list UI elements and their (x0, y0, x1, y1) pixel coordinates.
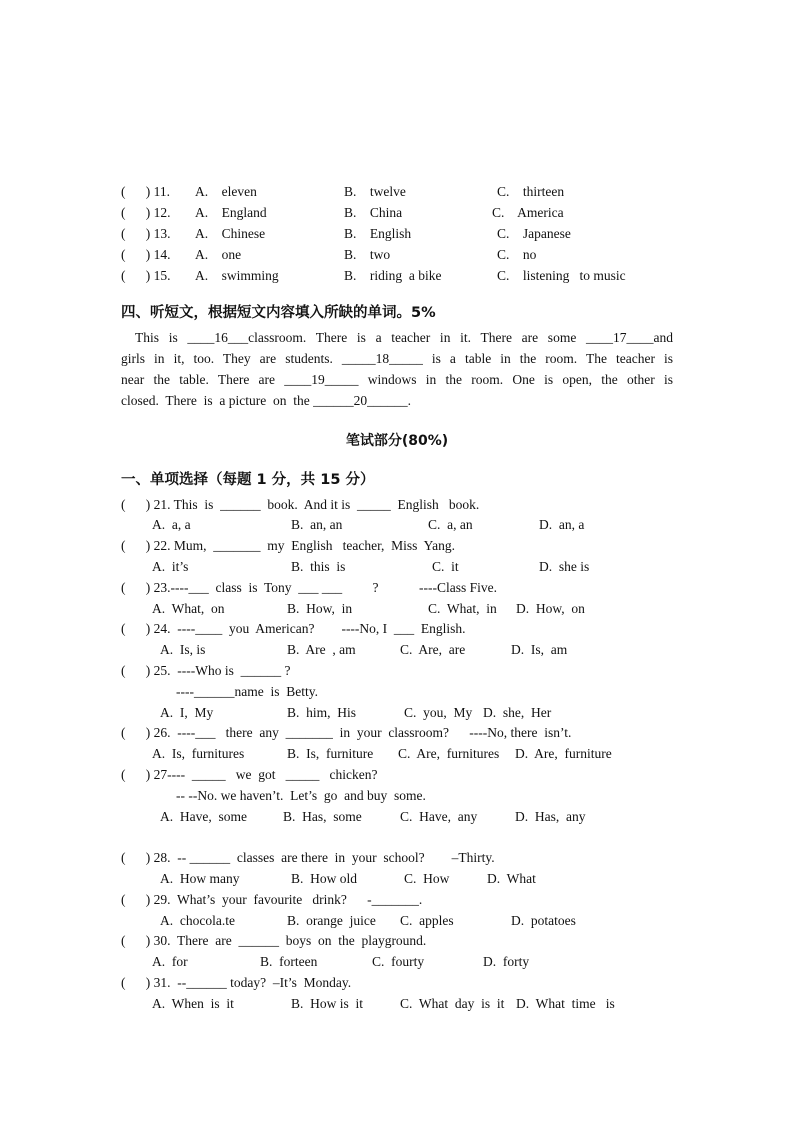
option-c: C. thirteen (497, 184, 565, 199)
question-stem: ( ) 28. -- ______ classes are there in your school? –Thirty. (121, 850, 495, 865)
option-b: B. forteen (260, 954, 318, 969)
option-a: A. Is, is (160, 642, 206, 657)
option-b: B. riding a bike (344, 268, 442, 283)
option-a: A. a, a (152, 517, 191, 532)
option-a: A. one (195, 247, 242, 262)
option-c: C. America (492, 205, 564, 220)
option-a: A. England (195, 205, 267, 220)
option-c: C. Are, are (400, 642, 466, 657)
option-c: C. How (404, 871, 450, 886)
option-c: C. Have, any (400, 809, 478, 824)
question-stem: ( ) 25. ----Who is ______ ? (121, 663, 291, 678)
option-b: B. an, an (291, 517, 343, 532)
question-number: ( ) 13. (121, 226, 171, 241)
option-c: C. apples (400, 913, 454, 928)
option-b: B. How old (291, 871, 358, 886)
option-d: D. What (487, 871, 536, 886)
option-a: A. I, My (160, 705, 214, 720)
section4-heading: 四、听短文，根据短文内容填入所缺的单词。5% (121, 305, 436, 321)
option-d: D. potatoes (511, 913, 576, 928)
passage-line: girls in it, too. They are students. _____18_____ is a table in the room. The teacher is (121, 351, 673, 366)
option-c: C. a, an (428, 517, 473, 532)
option-a: A. How many (160, 871, 240, 886)
option-d: D. How, on (516, 601, 585, 616)
question-stem: ( ) 29. What’s your favourite drink? -_______. (121, 892, 423, 907)
option-b: B. China (344, 205, 403, 220)
option-c: C. listening to music (497, 268, 626, 283)
question-stem: ( ) 22. Mum, _______ my English teacher, Miss Yang. (121, 538, 455, 553)
option-c: C. What, in (428, 601, 497, 616)
option-b: B. Is, furniture (287, 746, 374, 761)
option-a: A. chocola.te (160, 913, 235, 928)
question-stem: ( ) 31. --______ today? –It’s Monday. (121, 975, 352, 990)
option-d: D. What time is (516, 996, 615, 1011)
question-number: ( ) 14. (121, 247, 171, 262)
option-a: A. Have, some (160, 809, 247, 824)
option-d: D. an, a (539, 517, 585, 532)
option-a: A. eleven (195, 184, 257, 199)
option-a: A. it’s (152, 559, 189, 574)
option-b: B. him, His (287, 705, 357, 720)
option-b: B. How, in (287, 601, 353, 616)
option-d: D. Is, am (511, 642, 568, 657)
option-a: A. swimming (195, 268, 279, 283)
written-part-title: 笔试部分(80%) (345, 433, 449, 449)
question-number: ( ) 11. (121, 184, 170, 199)
passage-line: This is ____16___classroom. There is a teacher in it. There are some ____17____and (135, 330, 673, 345)
option-b: B. English (344, 226, 412, 241)
option-a: A. Is, furnitures (152, 746, 245, 761)
option-a: A. Chinese (195, 226, 266, 241)
option-d: D. she is (539, 559, 590, 574)
option-b: B. Has, some (283, 809, 362, 824)
question-stem: ( ) 26. ----___ there any _______ in your classroom? ----No, there isn’t. (121, 725, 572, 740)
question-stem: ( ) 30. There are ______ boys on the playground. (121, 933, 427, 948)
passage-line: closed. There is a picture on the ______20______. (121, 393, 411, 408)
option-c: C. fourty (372, 954, 425, 969)
question-stem: ( ) 21. This is ______ book. And it is _____ English book. (121, 497, 480, 512)
option-b: B. twelve (344, 184, 406, 199)
option-a: A. What, on (152, 601, 225, 616)
option-d: D. Are, furniture (515, 746, 612, 761)
question-stem: ( ) 24. ----____ you American? ----No, I ___ English. (121, 621, 466, 636)
option-c: C. you, My (404, 705, 473, 720)
option-a: A. for (152, 954, 188, 969)
question-subline: ----______name is Betty. (176, 684, 318, 699)
option-c: C. Are, furnitures (398, 746, 500, 761)
question-number: ( ) 15. (121, 268, 171, 283)
option-d: D. she, Her (483, 705, 552, 720)
option-d: D. Has, any (515, 809, 586, 824)
option-c: C. Japanese (497, 226, 571, 241)
option-b: B. How is it (291, 996, 364, 1011)
option-a: A. When is it (152, 996, 234, 1011)
question-number: ( ) 12. (121, 205, 171, 220)
option-b: B. this is (291, 559, 346, 574)
question-stem: ( ) 27---- _____ we got _____ chicken? (121, 767, 378, 782)
option-b: B. orange juice (287, 913, 376, 928)
question-stem: ( ) 23.----___ class is Tony ___ ___ ? ----Class Five. (121, 580, 498, 595)
question-subline: -- --No. we haven’t. Let’s go and buy some. (176, 788, 426, 803)
option-b: B. two (344, 247, 391, 262)
option-c: C. What day is it (400, 996, 505, 1011)
section1-heading: 一、单项选择（每题 1 分，共 15 分） (121, 472, 375, 488)
option-d: D. forty (483, 954, 530, 969)
passage-line: near the table. There are ____19_____ windows in the room. One is open, the other is (121, 372, 673, 387)
option-b: B. Are , am (287, 642, 356, 657)
option-c: C. no (497, 247, 537, 262)
option-c: C. it (432, 559, 459, 574)
